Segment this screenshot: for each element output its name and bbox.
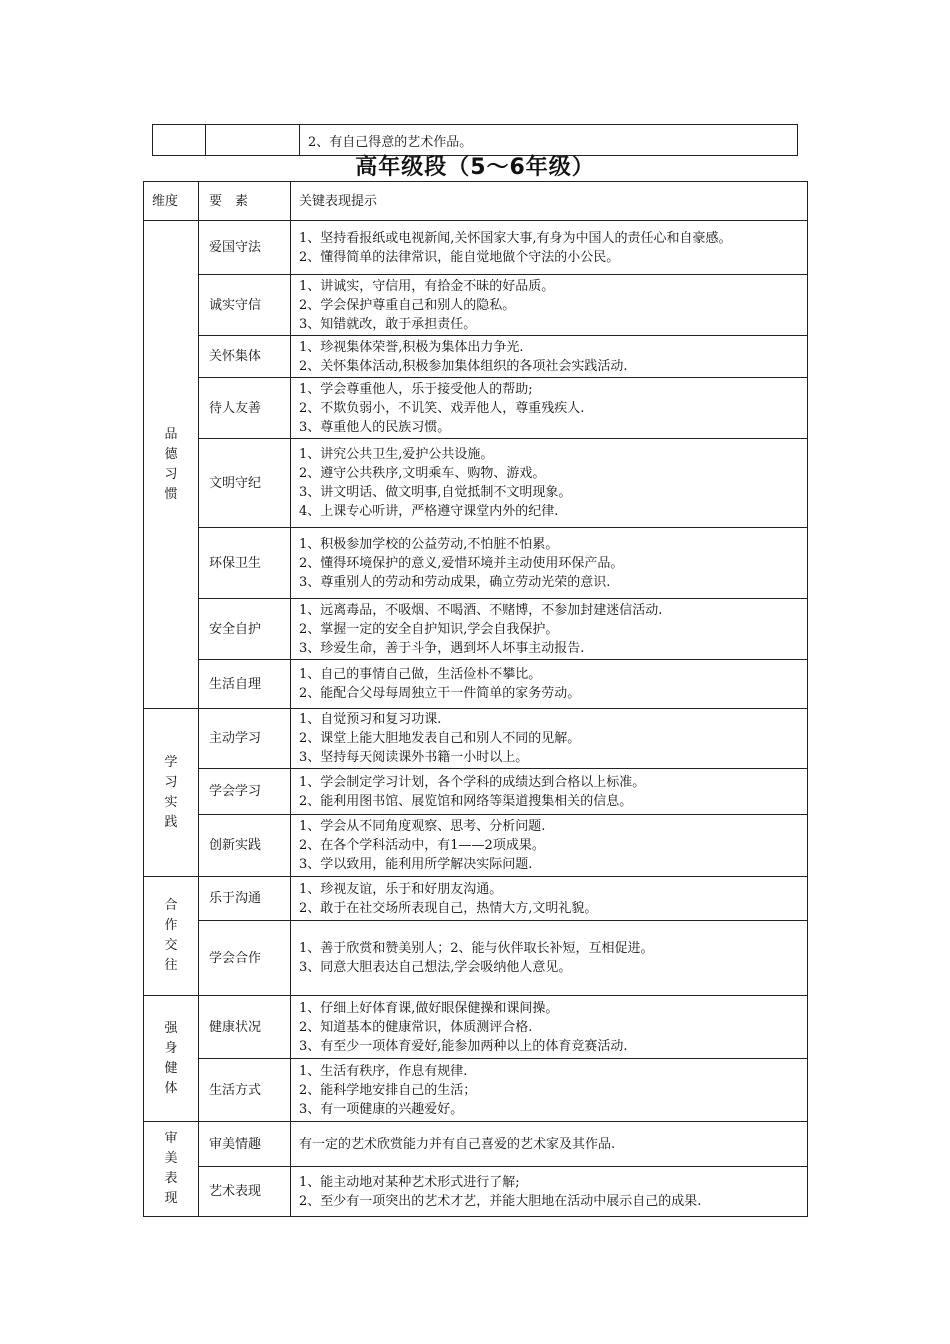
- element-cell: 主动学习: [199, 709, 291, 769]
- hint-line: 1、珍视友谊，乐于和好朋友沟通。: [299, 881, 503, 897]
- table-row: [144, 378, 808, 439]
- hint-cell: [291, 709, 808, 769]
- table-row: [144, 439, 808, 528]
- dimension-char: 习: [164, 774, 178, 790]
- element-cell: 待人友善: [199, 378, 291, 439]
- header-dimension: 维度: [144, 182, 199, 221]
- dimension-char: 实: [164, 794, 178, 810]
- hint-cell: [291, 336, 808, 378]
- table-row: [144, 275, 808, 336]
- table-row: [144, 221, 808, 275]
- hint-line: 1、远离毒品，不吸烟、不喝酒、不赌博，不参加封建迷信活动.: [299, 602, 663, 618]
- hint-line: 3、有一项健康的兴趣爱好。: [299, 1101, 464, 1117]
- hint-line: 4、上课专心听讲，严格遵守课堂内外的纪律.: [299, 504, 559, 519]
- hint-line: 2、掌握一定的安全自护知识,学会自我保护。: [299, 621, 559, 637]
- element-cell: 学会学习: [199, 769, 291, 815]
- element-cell: 艺术表现: [199, 1167, 291, 1217]
- dimension-cell: [144, 709, 199, 877]
- element-cell: 诚实守信: [199, 275, 291, 336]
- element-cell: 学会合作: [199, 921, 291, 996]
- hint-line: 2、能配合父母每周独立干一件简单的家务劳动。: [299, 686, 581, 701]
- header-element: 要 素: [199, 182, 291, 221]
- dimension-char: 审: [164, 1131, 178, 1146]
- hint-line: 1、善于欣赏和赞美别人；2、能与伙伴取长补短，互相促进。: [299, 941, 654, 956]
- element-cell: 生活自理: [199, 660, 291, 709]
- hint-line: 1、珍视集体荣誉,积极为集体出力争光.: [299, 339, 524, 355]
- hint-cell: [291, 815, 808, 877]
- element-cell: 关怀集体: [199, 336, 291, 378]
- hint-cell: [291, 660, 808, 709]
- hint-cell: [291, 1167, 808, 1217]
- hint-cell: 2、有自己得意的艺术作品。: [300, 125, 798, 156]
- hint-line: 有一定的艺术欣赏能力并有自己喜爱的艺术家及其作品.: [299, 1136, 616, 1152]
- hint-cell: [291, 599, 808, 660]
- element-cell: 文明守纪: [199, 439, 291, 528]
- hint-line: 1、自己的事情自己做，生活俭朴不攀比。: [299, 667, 542, 682]
- hint-line: 3、同意大胆表达自己想法,学会吸纳他人意见。: [299, 960, 572, 975]
- table-row: [144, 921, 808, 996]
- hint-line: 1、讲诚实，守信用，有拾金不昧的好品质。: [299, 278, 555, 294]
- hint-line: 2、课堂上能大胆地发表自己和别人不同的见解。: [299, 731, 581, 746]
- hint-line: 3、学以致用，能利用所学解决实际问题.: [299, 857, 533, 872]
- dimension-char: 德: [164, 446, 178, 462]
- hint-cell: [291, 877, 808, 921]
- element-cell: 创新实践: [199, 815, 291, 877]
- dimension-cell: [144, 221, 199, 709]
- element-cell: 健康状况: [199, 996, 291, 1059]
- dimension-char: 作: [164, 918, 178, 933]
- table-row: [144, 599, 808, 660]
- page-title: 高年级段（5～6年级）: [355, 155, 595, 180]
- hint-line: 1、学会从不同角度观察、思考、分析问题.: [299, 819, 546, 834]
- hint-cell: [291, 769, 808, 815]
- table-row: [144, 1167, 808, 1217]
- dimension-char: 品: [164, 426, 178, 442]
- dimension-char: 践: [164, 814, 178, 830]
- dimension-char: 合: [164, 898, 178, 913]
- hint-line: 2、关怀集体活动,积极参加集体组织的各项社会实践活动.: [299, 358, 628, 374]
- element-cell: 乐于沟通: [199, 877, 291, 921]
- hint-line: 2、能科学地安排自己的生活；: [299, 1082, 477, 1098]
- hint-line: 1、积极参加学校的公益劳动,不怕脏不怕累。: [299, 536, 559, 552]
- hint-line: 1、坚持看报纸或电视新闻,关怀国家大事,有身为中国人的责任心和自豪感。: [299, 230, 732, 246]
- element-cell: 爱国守法: [199, 221, 291, 275]
- dimension-char: 表: [164, 1171, 178, 1186]
- hint-line: 2、在各个学科活动中，有1——2项成果。: [299, 838, 545, 853]
- hint-line: 2、知道基本的健康常识，体质测评合格.: [299, 1019, 533, 1035]
- hint-line: 3、知错就改，敢于承担责任。: [299, 316, 477, 332]
- evaluation-table: [143, 181, 808, 1217]
- hint-cell: [291, 221, 808, 275]
- element-cell: 环保卫生: [199, 528, 291, 599]
- hint-line: 1、仔细上好体育课,做好眼保健操和课间操。: [299, 1000, 559, 1016]
- table-row: [144, 709, 808, 769]
- hint-line: 2、敢于在社交场所表现自己，热情大方,文明礼貌。: [299, 900, 598, 916]
- dimension-char: 强: [164, 1020, 178, 1036]
- hint-line: 2、遵守公共秩序,文明乘车、购物、游戏。: [299, 466, 546, 481]
- header-row: [144, 182, 808, 221]
- element-cell: 生活方式: [199, 1059, 291, 1122]
- hint-line: 1、能主动地对某种艺术形式进行了解;: [299, 1174, 520, 1190]
- dimension-char: 身: [164, 1040, 178, 1056]
- hint-line: 2、懂得环境保护的意义,爱惜环境并主动使用环保产品。: [299, 555, 624, 571]
- table-row: [144, 336, 808, 378]
- dimension-cell: [144, 877, 199, 996]
- hint-cell: [291, 996, 808, 1059]
- hint-cell: [291, 921, 808, 996]
- dimension-char: 交: [164, 938, 178, 953]
- hint-line: 1、生活有秩序，作息有规律.: [299, 1063, 468, 1079]
- element-cell: 安全自护: [199, 599, 291, 660]
- table-row: [144, 877, 808, 921]
- hint-cell: [291, 378, 808, 439]
- table-row: [144, 1122, 808, 1167]
- hint-line: 3、尊重他人的民族习惯。: [299, 419, 451, 435]
- hint-line: 2、至少有一项突出的艺术才艺，并能大胆地在活动中展示自己的成果.: [299, 1193, 702, 1209]
- table-body: [144, 182, 808, 1217]
- hint-line: 3、讲文明话、做文明事,自觉抵制不文明现象。: [299, 485, 572, 500]
- table-row: [144, 528, 808, 599]
- hint-cell: [291, 528, 808, 599]
- hint-cell: [291, 439, 808, 528]
- table-row: [144, 1059, 808, 1122]
- hint-line: 3、坚持每天阅读课外书籍一小时以上。: [299, 750, 529, 765]
- hint-line: 2、学会保护尊重自己和别人的隐私。: [299, 297, 516, 313]
- dimension-char: 体: [164, 1080, 178, 1096]
- dimension-char: 健: [164, 1060, 178, 1076]
- dimension-char: 学: [164, 754, 178, 770]
- hint-line: 1、学会尊重他人，乐于接受他人的帮助;: [299, 381, 533, 397]
- table-row: [144, 996, 808, 1059]
- hint-cell: [291, 1059, 808, 1122]
- table-row: [144, 660, 808, 709]
- dimension-cell: [144, 996, 199, 1122]
- hint-line: 3、尊重别人的劳动和劳动成果，确立劳动光荣的意识.: [299, 574, 611, 590]
- hint-line: 2、懂得简单的法律常识，能自觉地做个守法的小公民。: [299, 249, 620, 265]
- dimension-char: 往: [164, 958, 178, 973]
- dimension-cell: [144, 1122, 199, 1217]
- dimension-char: 习: [164, 466, 178, 482]
- hint-cell: [291, 1122, 808, 1167]
- table-row: [144, 815, 808, 877]
- hint-line: 1、自觉预习和复习功课.: [299, 712, 442, 727]
- hint-line: 3、有至少一项体育爱好,能参加两种以上的体育竞赛活动.: [299, 1038, 628, 1054]
- hint-line: 3、珍爱生命，善于斗争，遇到坏人坏事主动报告.: [299, 640, 585, 656]
- element-cell: 审美情趣: [199, 1122, 291, 1167]
- hint-cell: [291, 275, 808, 336]
- table-row: [144, 769, 808, 815]
- hint-line: 1、学会制定学习计划，各个学科的成绩达到合格以上标准。: [299, 774, 646, 790]
- hint-line: 1、讲究公共卫生,爱护公共设施。: [299, 447, 494, 462]
- hint-line: 2、不欺负弱小，不讥笑、戏弄他人，尊重残疾人.: [299, 400, 585, 416]
- dimension-char: 现: [164, 1191, 178, 1206]
- dimension-char: 惯: [164, 486, 178, 502]
- hint-line: 2、能利用图书馆、展览馆和网络等渠道搜集相关的信息。: [299, 793, 633, 809]
- header-hints: 关键表现提示: [291, 182, 808, 221]
- dimension-char: 美: [164, 1151, 178, 1166]
